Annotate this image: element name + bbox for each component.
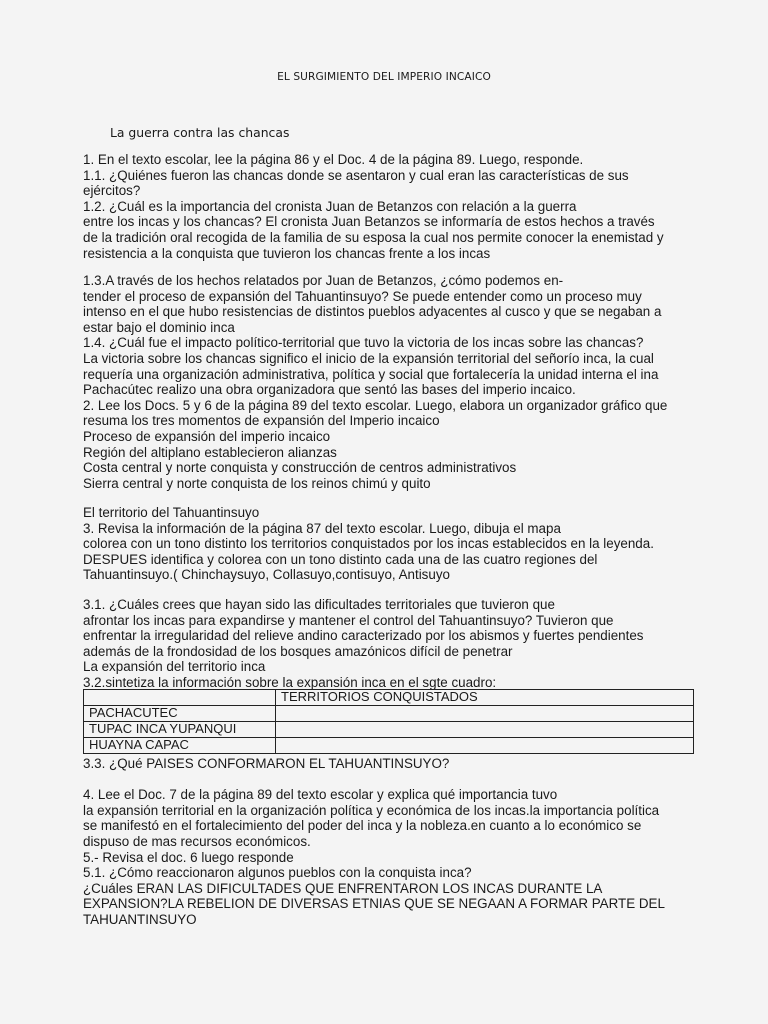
section-4 <box>83 597 713 691</box>
text-line: requería una organización administrativa, política y social que fortalecería la unidad interna el ina <box>83 366 659 382</box>
table-cell: TUPAC INCA YUPANQUI <box>84 722 276 738</box>
text-line: ¿Cuáles ERAN LAS DIFICULTADES QUE ENFRENTARON LOS INCAS DURANTE LA <box>83 880 603 896</box>
text-line: 4. Lee el Doc. 7 de la página 89 del texto escolar y explica qué importancia tuvo <box>83 787 558 803</box>
table-header-row <box>84 690 694 706</box>
table-row <box>84 738 694 754</box>
text-line: colorea con un tono distinto los territorios conquistados por los incas establecidos en la leyenda. <box>83 536 654 552</box>
section-3 <box>83 505 713 583</box>
text-line: 1.2. ¿Cuál es la importancia del cronista Juan de Betanzos con relación a la guerra <box>83 198 577 214</box>
table-row <box>84 706 694 722</box>
table-cell: HUAYNA CAPAC <box>84 738 276 754</box>
text-line: Tahuantinsuyo.( Chinchaysuyo, Collasuyo,contisuyo, Antisuyo <box>83 567 450 583</box>
text-line: 3.2.sintetiza la información sobre la expansión inca en el sgte cuadro: <box>83 674 497 690</box>
text-line: la expansión territorial en la organización política y económica de los incas.la importancia política <box>83 802 660 818</box>
text-line: resistencia a la conquista que tuvieron los chancas frente a los incas <box>83 245 491 261</box>
section-5 <box>83 756 713 928</box>
text-line: 3. Revisa la información de la página 87 del texto escolar. Luego, dibuja el mapa <box>83 520 561 536</box>
section-heading: La guerra contra las chancas <box>110 125 290 140</box>
text-line: estar bajo el dominio inca <box>83 319 235 335</box>
table-cell: PACHACUTEC <box>84 706 276 722</box>
text-line: DESPUES identifica y colorea con un tono distinto cada una de las cuatro regiones del <box>83 551 598 567</box>
table-row <box>84 722 694 738</box>
text-line: EXPANSION?LA REBELION DE DIVERSAS ETNIAS QUE SE NEGAAN A FORMAR PARTE DEL <box>83 896 665 912</box>
text-line: Costa central y norte conquista y construcción de centros administrativos <box>83 460 517 476</box>
text-line: intenso en el que hubo resistencias de distintos pueblos adyacentes al cusco y que se negaban a <box>83 304 662 320</box>
page-title: EL SURGIMIENTO DEL IMPERIO INCAICO <box>277 71 491 83</box>
text-line: TAHUANTINSUYO <box>83 911 197 927</box>
text-line: 1.1. ¿Quiénes fueron las chancas donde se asentaron y cual eran las características de sus <box>83 167 629 183</box>
text-line: 3.1. ¿Cuáles crees que hayan sido las dificultades territoriales que tuvieron que <box>83 597 555 612</box>
text-line: entre los incas y los chancas? El cronista Juan Betanzos se informaría de estos hechos a través <box>83 214 655 230</box>
text-line: 2. Lee los Docs. 5 y 6 de la página 89 del texto escolar. Luego, elabora un organizador gráfico que <box>83 397 668 413</box>
text-line: 1. En el texto escolar, lee la página 86 y el Doc. 4 de la página 89. Luego, responde. <box>83 152 584 167</box>
text-line: 5.1. ¿Cómo reaccionaron algunos pueblos con la conquista inca? <box>83 865 472 881</box>
text-line: Pachacútec realizo una obra organizadora que sentó las bases del imperio incaico. <box>83 382 576 398</box>
text-line: tender el proceso de expansión del Tahuantinsuyo? Se puede entender como un proceso muy <box>83 288 642 304</box>
text-line: enfrentar la irregularidad del relieve andino caracterizado por los abismos y fuertes pendientes <box>83 628 644 644</box>
text-line: Sierra central y norte conquista de los reinos chimú y quito <box>83 475 431 491</box>
table-header: TERRITORIOS CONQUISTADOS <box>276 690 694 706</box>
text-line: 1.4. ¿Cuál fue el impacto político-territorial que tuvo la victoria de los incas sobre las chancas? <box>83 335 644 351</box>
text-line: 3.3. ¿Qué PAISES CONFORMARON EL TAHUANTINSUYO? <box>83 756 450 771</box>
section-1 <box>83 152 713 261</box>
text-line: ejércitos? <box>83 183 141 199</box>
text-line: se manifestó en el fortalecimiento del poder del inca y la nobleza.en cuanto a lo económico se <box>83 818 642 834</box>
text-line: 5.- Revisa el doc. 6 luego responde <box>83 849 294 865</box>
text-line: de la tradición oral recogida de la familia de su esposa la cual nos permite conocer la enemistad y <box>83 229 664 245</box>
text-line: resuma los tres momentos de expansión del Imperio incaico <box>83 413 440 429</box>
text-line: afrontar los incas para expandirse y mantener el control del Tahuantinsuyo? Tuvieron que <box>83 612 614 628</box>
text-line: Región del altiplano establecieron alianzas <box>83 444 337 460</box>
text-line: además de la frondosidad de los bosques amazónicos difícil de penetrar <box>83 643 513 659</box>
text-line: Proceso de expansión del imperio incaico <box>83 428 331 444</box>
text-line: dispuso de mas recursos económicos. <box>83 833 311 849</box>
table-cell <box>276 706 694 722</box>
table-cell <box>84 690 276 706</box>
text-line: 1.3.A través de los hechos relatados por Juan de Betanzos, ¿cómo podemos en- <box>83 273 564 288</box>
territories-table <box>83 689 694 754</box>
table-cell <box>276 722 694 738</box>
text-line: La expansión del territorio inca <box>83 659 266 675</box>
section-2 <box>83 273 713 491</box>
table-cell <box>276 738 694 754</box>
text-line: El territorio del Tahuantinsuyo <box>83 505 260 520</box>
text-line: La victoria sobre los chancas significo el inicio de la expansión territorial del señorío inca, la cual <box>83 350 654 366</box>
